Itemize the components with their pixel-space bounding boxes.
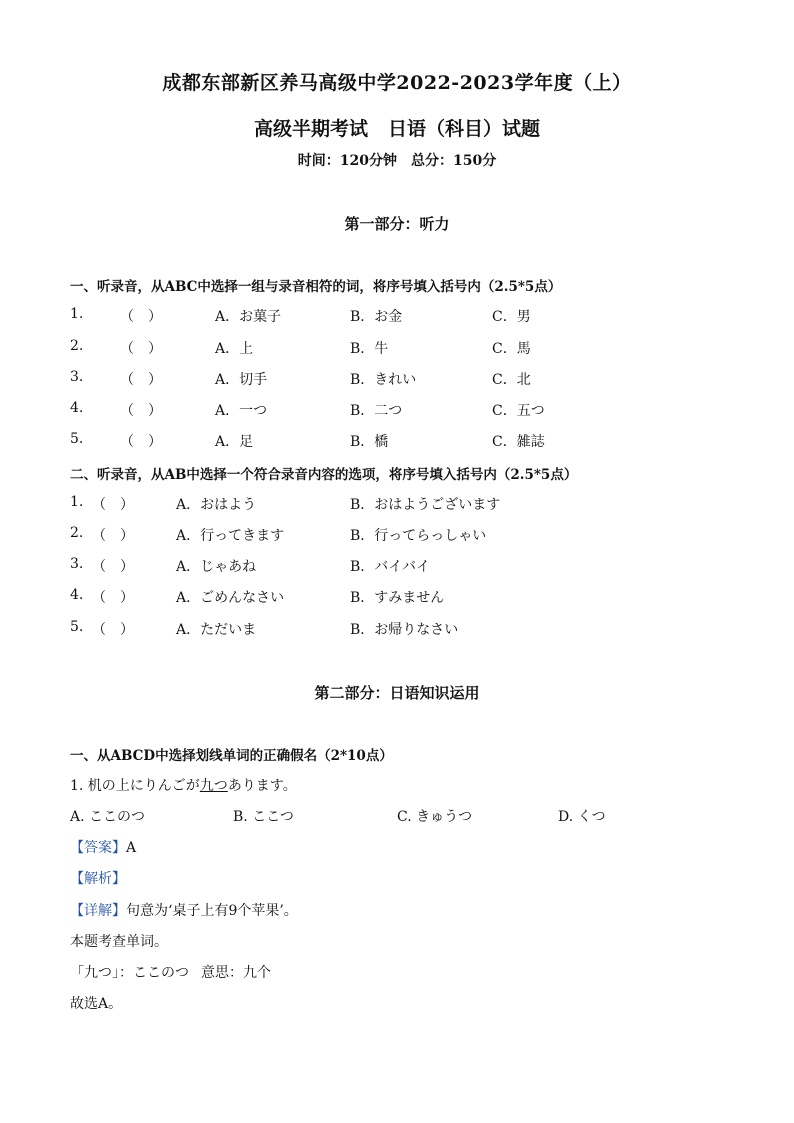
question-stem-suffix: あります。 bbox=[227, 778, 297, 794]
option-c: C．男 bbox=[492, 309, 531, 325]
underlined-word: 九つ bbox=[199, 778, 228, 794]
option-a: A．一つ bbox=[215, 403, 268, 419]
answer-blank[interactable]: （ ） bbox=[120, 372, 162, 388]
question-number: 4. bbox=[70, 400, 84, 416]
detail-line bbox=[70, 900, 298, 920]
option-a: A．足 bbox=[215, 434, 254, 450]
question-row bbox=[0, 494, 794, 516]
answer-blank[interactable]: （ ） bbox=[92, 622, 134, 638]
question-row bbox=[0, 369, 794, 391]
note-line-word bbox=[70, 962, 271, 982]
question-number: 2. bbox=[70, 525, 84, 541]
option-a: A．おはよう bbox=[176, 497, 257, 513]
conclusion-line: 故选A。 bbox=[70, 996, 123, 1012]
question-row bbox=[0, 306, 794, 328]
question-row bbox=[0, 587, 794, 609]
exam-title-subject: 日语（科目）试题 bbox=[388, 118, 541, 140]
part1-section2-instruction: 二、听录音，从AB中选择一个符合录音内容的选项，将序号填入括号内（2.5*5点） bbox=[70, 467, 578, 483]
exam-time: 时间：120分钟 bbox=[297, 153, 397, 169]
answer-blank[interactable]: （ ） bbox=[120, 309, 162, 325]
answer-blank[interactable]: （ ） bbox=[120, 434, 162, 450]
option-b: B．お帰りなさい bbox=[350, 622, 459, 638]
analysis-line bbox=[70, 868, 126, 888]
note-word: 「九つ」：ここのつ bbox=[70, 965, 189, 981]
answer-blank[interactable]: （ ） bbox=[120, 403, 162, 419]
answer-blank[interactable]: （ ） bbox=[120, 341, 162, 357]
option-b: B．牛 bbox=[350, 341, 389, 357]
question-number: 3. bbox=[70, 369, 84, 385]
option-a: A．切手 bbox=[215, 372, 268, 388]
option-b: B．おはようございます bbox=[350, 497, 501, 513]
option-a: A．上 bbox=[215, 341, 254, 357]
option-b: B．お金 bbox=[350, 309, 403, 325]
answer-value: A bbox=[126, 840, 137, 856]
question-row bbox=[0, 400, 794, 422]
question-number: 3. bbox=[70, 556, 84, 572]
option-row bbox=[0, 806, 794, 828]
option-b: B．二つ bbox=[350, 403, 403, 419]
option-a: A．お菓子 bbox=[215, 309, 282, 325]
analysis-tag: 【解析】 bbox=[70, 871, 126, 887]
question-row bbox=[0, 338, 794, 360]
option-c: C．五つ bbox=[492, 403, 545, 419]
option-c: C．雑誌 bbox=[492, 434, 545, 450]
exam-meta bbox=[0, 150, 794, 170]
question-row bbox=[0, 525, 794, 547]
option-b: B．すみません bbox=[350, 590, 445, 606]
note-meaning: 意思：九个 bbox=[201, 965, 271, 981]
answer-tag: 【答案】 bbox=[70, 840, 126, 856]
option-a: A. ここのつ bbox=[70, 809, 146, 825]
question-stem bbox=[70, 775, 297, 795]
part1-heading: 第一部分：听力 bbox=[344, 215, 450, 233]
question-row bbox=[0, 431, 794, 453]
exam-title-level: 高级半期考试 bbox=[253, 118, 368, 140]
option-a: A．ごめんなさい bbox=[176, 590, 285, 606]
answer-blank[interactable]: （ ） bbox=[92, 590, 134, 606]
exam-score: 总分：150分 bbox=[411, 153, 497, 169]
part2-heading: 第二部分：日语知识运用 bbox=[314, 684, 480, 702]
option-c: C. きゅうつ bbox=[397, 809, 473, 825]
answer-blank[interactable]: （ ） bbox=[92, 559, 134, 575]
part2-section1-instruction: 一、从ABCD中选择划线单词的正确假名（2*10点） bbox=[70, 748, 393, 764]
option-b: B．行ってらっしゃい bbox=[350, 528, 487, 544]
part1-section1-instruction: 一、听录音，从ABC中选择一组与录音相符的词，将序号填入括号内（2.5*5点） bbox=[70, 279, 562, 295]
option-b: B．バイバイ bbox=[350, 559, 431, 575]
detail-tag: 【详解】 bbox=[70, 903, 126, 919]
exam-title-line2 bbox=[0, 114, 794, 141]
question-number: 2. bbox=[70, 338, 84, 354]
detail-text: 句意为‘桌子上有9个苹果’。 bbox=[126, 903, 298, 919]
answer-blank[interactable]: （ ） bbox=[92, 528, 134, 544]
option-a: A．じゃあね bbox=[176, 559, 257, 575]
option-c: C．北 bbox=[492, 372, 531, 388]
answer-blank[interactable]: （ ） bbox=[92, 497, 134, 513]
option-a: A．行ってきます bbox=[176, 528, 285, 544]
question-number: 5. bbox=[70, 431, 84, 447]
question-number: 5. bbox=[70, 619, 84, 635]
question-stem-prefix: 1. 机の上にりんごが bbox=[70, 778, 200, 794]
option-c: C．馬 bbox=[492, 341, 531, 357]
option-a: A．ただいま bbox=[176, 622, 257, 638]
answer-line bbox=[70, 837, 136, 857]
question-row bbox=[0, 619, 794, 641]
question-row bbox=[0, 556, 794, 578]
question-number: 1. bbox=[70, 494, 84, 510]
option-d: D. くつ bbox=[558, 809, 606, 825]
note-line: 本题考查单词。 bbox=[70, 934, 168, 950]
option-b: B. ここつ bbox=[233, 809, 294, 825]
question-number: 4. bbox=[70, 587, 84, 603]
option-b: B．橋 bbox=[350, 434, 389, 450]
exam-title-line1: 成都东部新区养马高级中学2022-2023学年度（上） bbox=[162, 72, 632, 94]
option-b: B．きれい bbox=[350, 372, 417, 388]
question-number: 1. bbox=[70, 306, 84, 322]
